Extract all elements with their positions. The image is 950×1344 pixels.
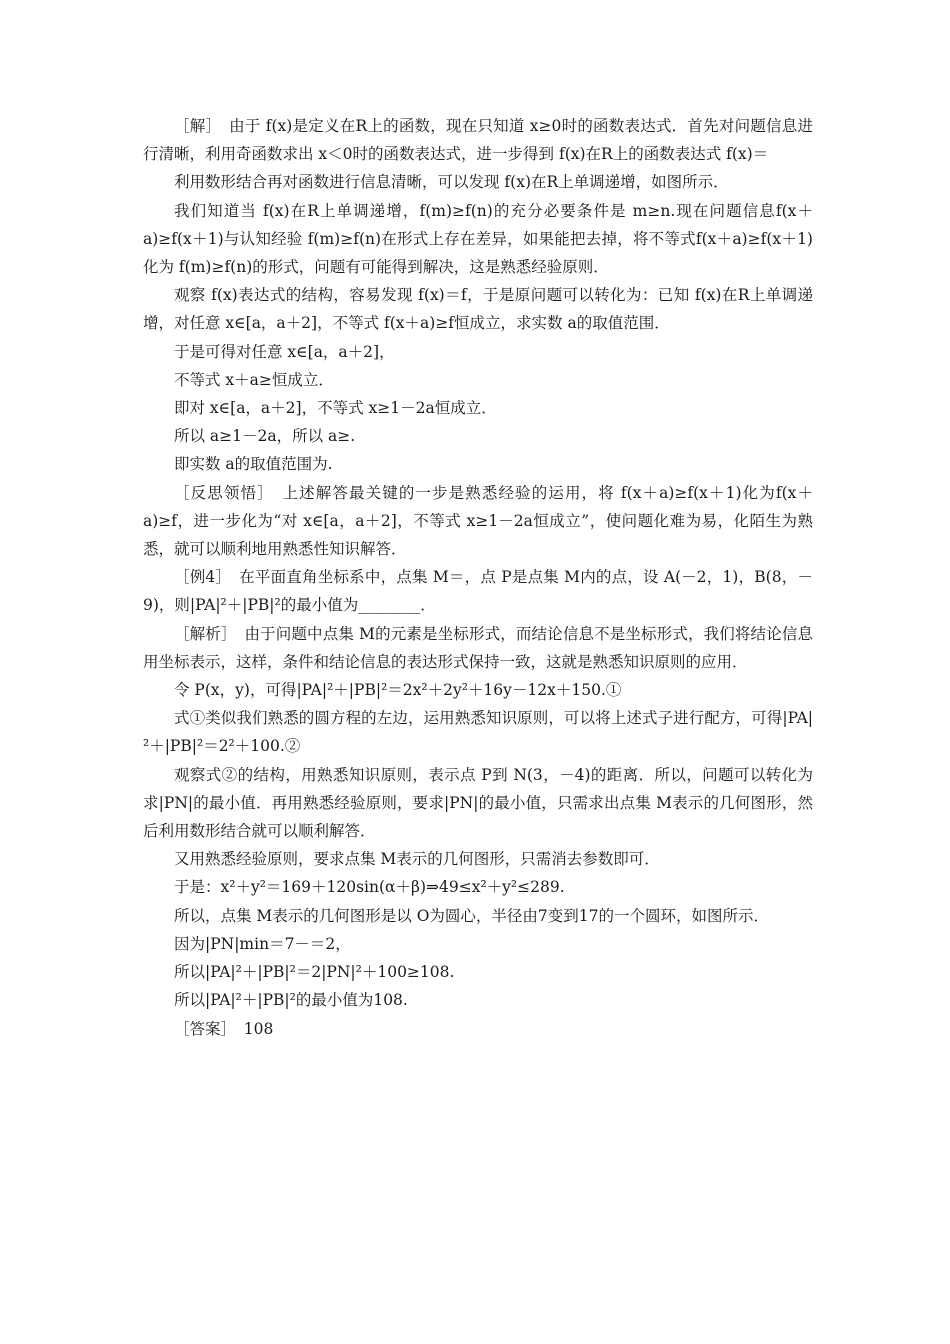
solution-intro: ［解］ 由于 f(x)是定义在R上的函数，现在只知道 x≥0时的函数表达式．首先对问题信息进行清晰，利用奇函数求出 x＜0时的函数表达式，进一步得到 f(x)在R上的函数表达式 f(x)＝	[143, 117, 813, 164]
analysis-equation-1: 令 P(x，y)，可得|PA|²＋|PB|²＝2x²＋2y²＋16y－12x＋150.①	[174, 681, 622, 700]
solution-step-2: 不等式 x＋a≥恒成立．	[174, 370, 334, 389]
answer: ［答案］ 108	[174, 1019, 274, 1038]
reflection-paragraph: ［反思领悟］ 上述解答最关键的一步是熟悉经验的运用，将 f(x＋a)≥f(x＋1)化为f(x＋a)≥f，进一步化为“对 x∈[a，a＋2]，不等式 x≥1－2a恒成立”，使问题化难为易，化陌生为熟悉，就可以顺利地用熟悉性知识解答．	[143, 483, 813, 559]
analysis-eliminate-parameter: 又用熟悉经验原则，要求点集 M表示的几何图形，只需消去参数即可．	[174, 850, 660, 869]
document-page	[143, 112, 813, 1043]
solution-monotonic-principle: 我们知道当 f(x)在R上单调递增，f(m)≥f(n)的充分必要条件是 m≥n.现在问题信息f(x＋a)≥f(x＋1)与认知经验 f(m)≥f(n)在形式上存在差异，如果能把去掉，将不等式f(x＋a)≥f(x＋1)化为 f(m)≥f(n)的形式，问题有可能得到解决，这是熟悉经验原则．	[143, 201, 813, 277]
analysis-intro: ［解析］ 由于问题中点集 M的元素是坐标形式，而结论信息不是坐标形式，我们将结论信息用坐标表示，这样，条件和结论信息的表达形式保持一致，这就是熟悉知识原则的应用．	[143, 624, 813, 671]
solution-step-1: 于是可得对任意 x∈[a，a＋2]，	[174, 342, 395, 361]
solution-transform: 观察 f(x)表达式的结构，容易发现 f(x)＝f，于是原问题可以转化为：已知 f(x)在R上单调递增，对任意 x∈[a，a＋2]，不等式 f(x＋a)≥f恒成立，求实数 a的取值范围．	[143, 286, 813, 333]
solution-step-4: 所以 a≥1－2a，所以 a≥.	[174, 427, 356, 446]
analysis-result: 所以|PA|²＋|PB|²＝2|PN|²＋100≥108.	[174, 963, 455, 982]
analysis-structure: 观察式②的结构，用熟悉知识原则，表示点 P到 N(3，－4)的距离．所以，问题可以转化为求|PN|的最小值．再用熟悉经验原则，要求|PN|的最小值，只需求出点集 M表示的几何图形，然后利用数形结合就可以顺利解答．	[143, 765, 813, 841]
analysis-min-pn: 因为|PN|min＝7－＝2，	[174, 934, 351, 953]
analysis-equation-2: 式①类似我们熟悉的圆方程的左边，运用熟悉知识原则，可以将上述式子进行配方，可得|PA|²＋|PB|²＝2²＋100.②	[143, 709, 813, 756]
solution-step-3: 即对 x∈[a，a＋2]，不等式 x≥1－2a恒成立．	[174, 399, 497, 418]
analysis-inequality: 于是：x²＋y²＝169＋120sin(α＋β)⇒49≤x²＋y²≤289.	[174, 878, 565, 897]
analysis-min-value: 所以|PA|²＋|PB|²的最小值为108.	[174, 991, 408, 1010]
solution-graph-note: 利用数形结合再对函数进行信息清晰，可以发现 f(x)在R上单调递增，如图所示．	[174, 173, 729, 192]
solution-range: 即实数 a的取值范围为.	[174, 455, 333, 474]
analysis-annulus: 所以，点集 M表示的几何图形是以 O为圆心，半径由7变到17的一个圆环，如图所示．	[174, 906, 770, 925]
example-4-statement: ［例4］ 在平面直角坐标系中，点集 M＝，点 P是点集 M内的点，设 A(－2，1)，B(8，－9)，则|PA|²＋|PB|²的最小值为________．	[143, 568, 813, 615]
